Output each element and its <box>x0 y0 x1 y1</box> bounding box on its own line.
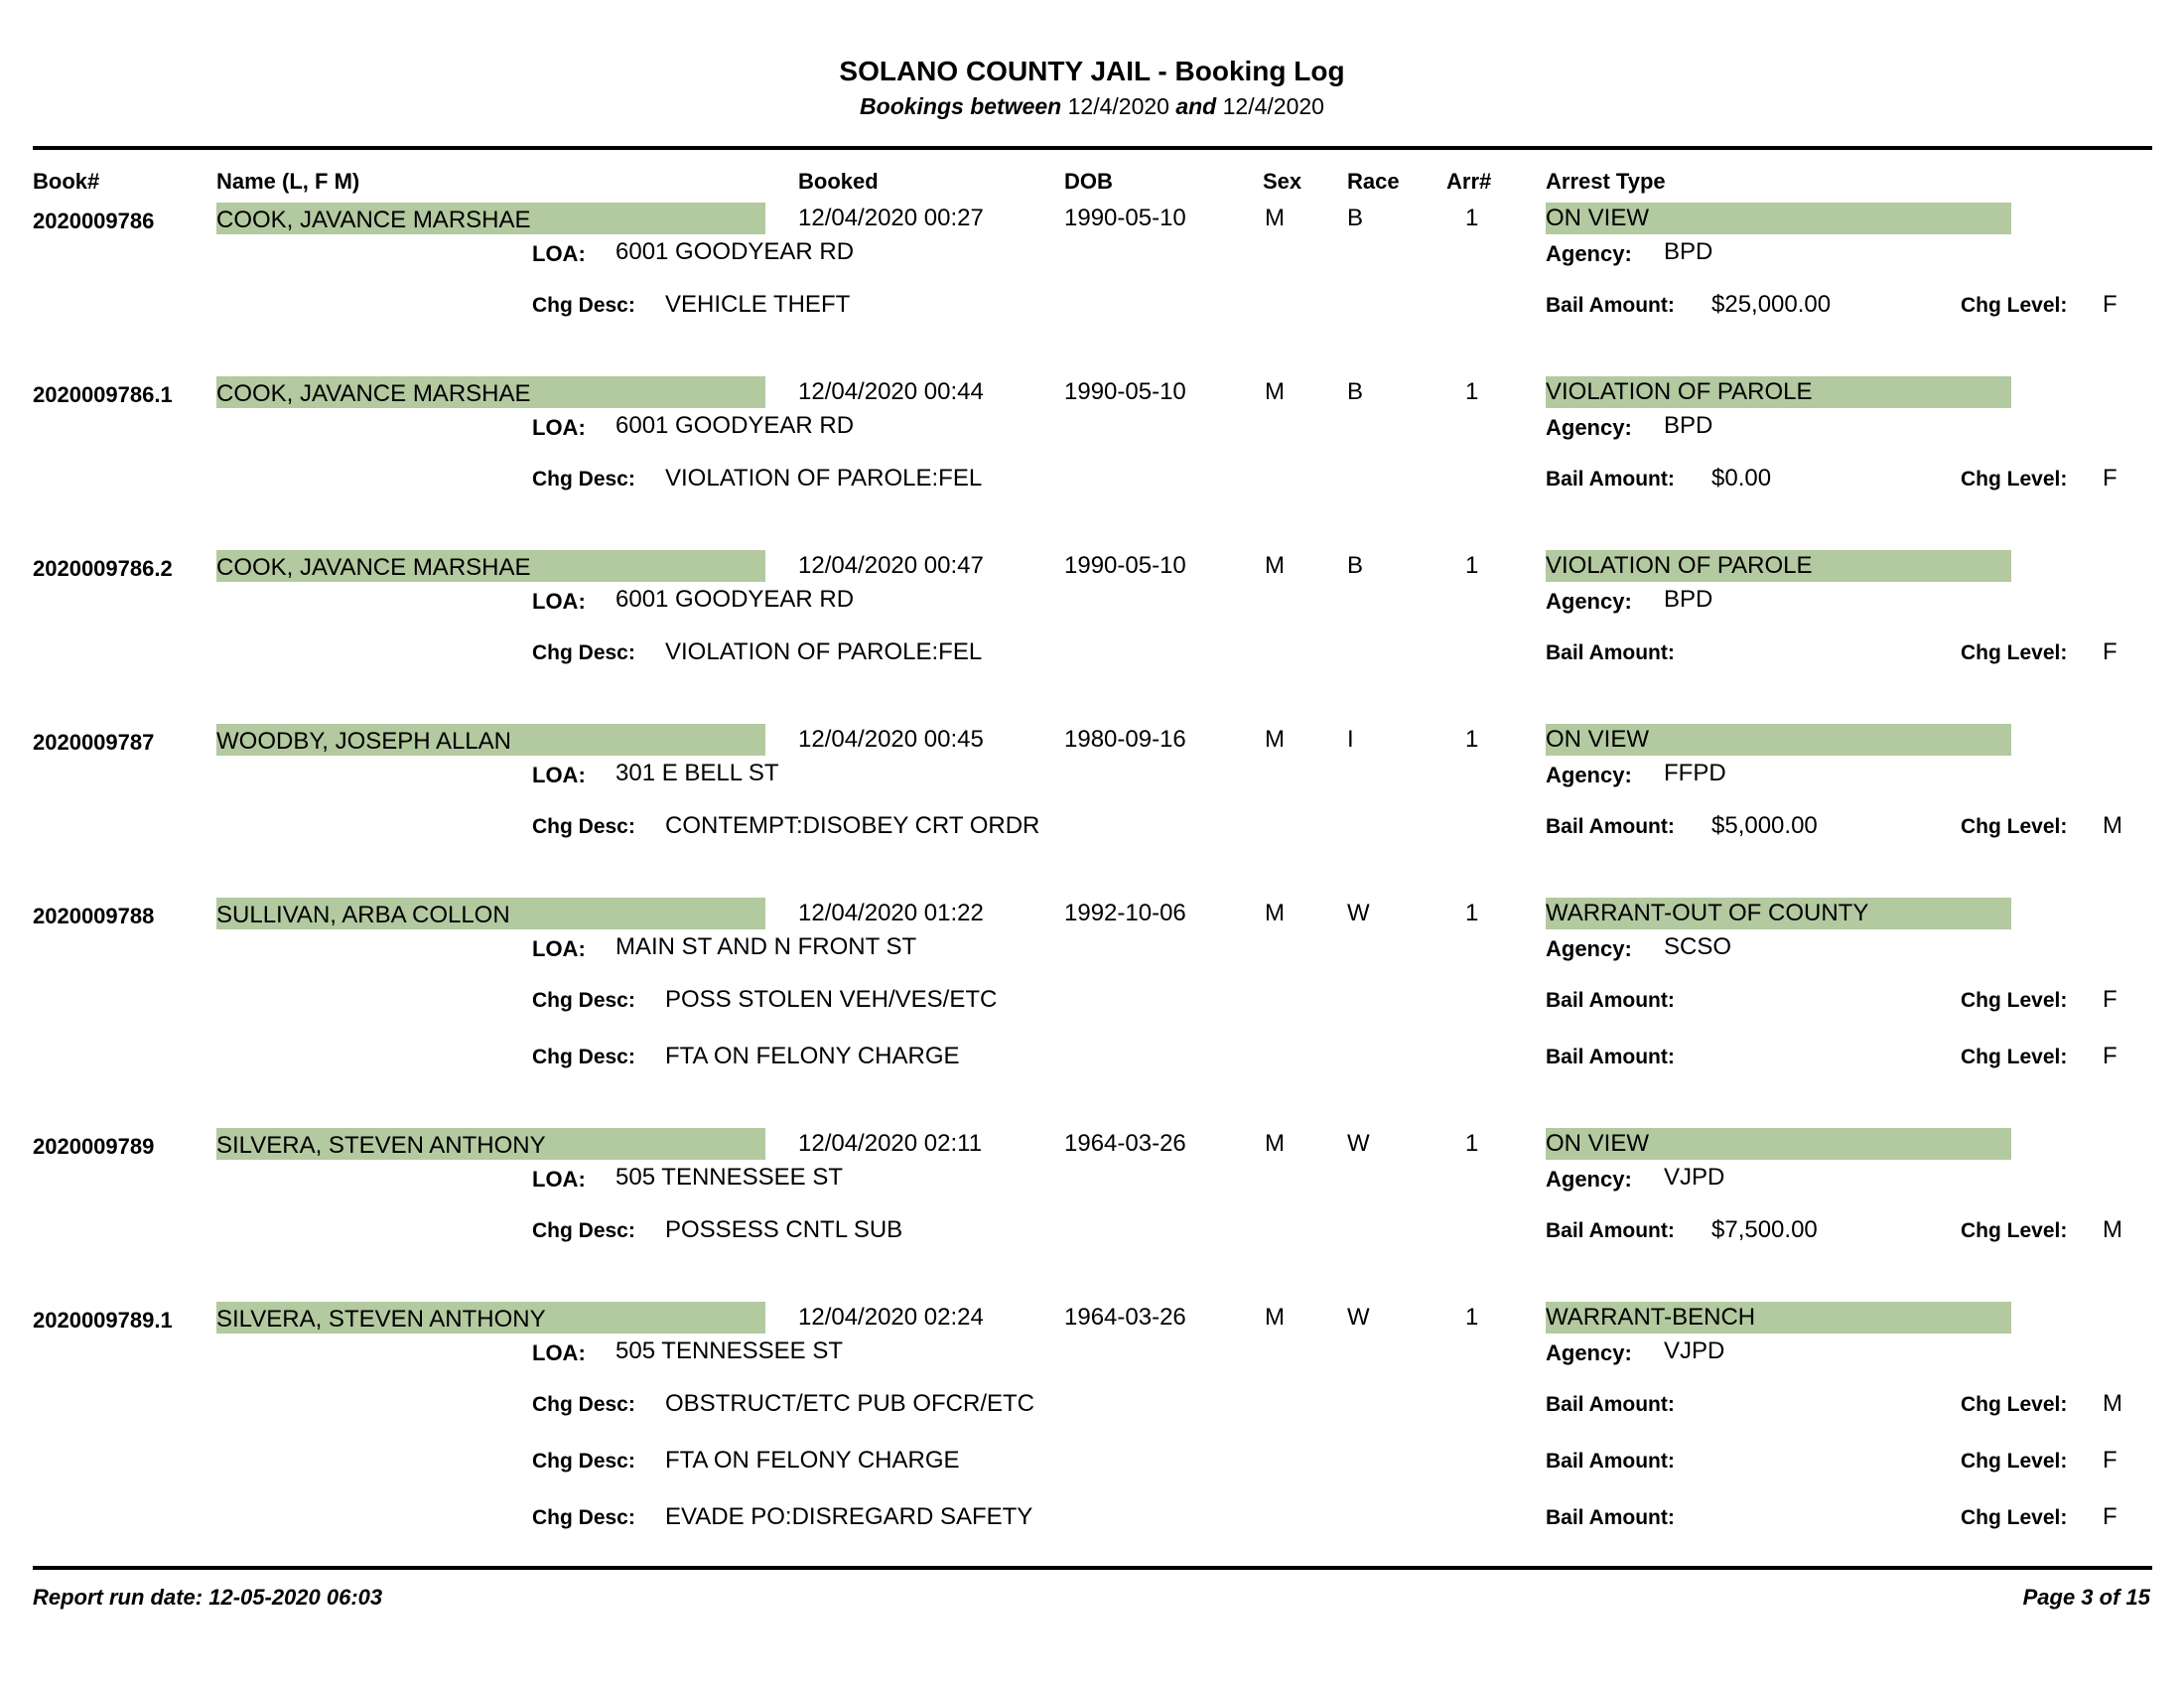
arrest-type-value: VIOLATION OF PAROLE <box>1546 378 1813 405</box>
agency-value: BPD <box>1664 238 1713 265</box>
loa-label: LOA: <box>532 1340 586 1365</box>
chg-desc-label: Chg Desc: <box>532 641 635 664</box>
chg-level-value: F <box>2103 638 2117 665</box>
chg-level-value: F <box>2103 1503 2117 1530</box>
chg-desc-label: Chg Desc: <box>532 468 635 491</box>
chg-level-value: M <box>2103 1216 2122 1243</box>
bail-amount-value: $7,500.00 <box>1711 1216 1818 1243</box>
sex-value: M <box>1265 726 1285 753</box>
name-cell <box>216 376 765 408</box>
book-number: 2020009786.2 <box>33 556 173 581</box>
bail-amount-label: Bail Amount: <box>1546 641 1675 664</box>
agency-value: FFPD <box>1664 760 1726 786</box>
chg-desc-value: POSSESS CNTL SUB <box>665 1216 903 1243</box>
loa-label: LOA: <box>532 241 586 266</box>
loa-value: 6001 GOODYEAR RD <box>615 586 855 613</box>
chg-level-label: Chg Level: <box>1961 1393 2068 1416</box>
agency-value: BPD <box>1664 412 1713 439</box>
inmate-name: SILVERA, STEVEN ANTHONY <box>216 1306 546 1333</box>
chg-desc-label: Chg Desc: <box>532 1506 635 1529</box>
booked-datetime: 12/04/2020 02:11 <box>798 1130 983 1157</box>
arrest-type-cell <box>1546 550 2011 582</box>
bail-amount-value: $0.00 <box>1711 465 1772 492</box>
agency-value: VJPD <box>1664 1337 1725 1364</box>
chg-desc-value: CONTEMPT:DISOBEY CRT ORDR <box>665 812 1040 839</box>
agency-value: SCSO <box>1664 933 1732 960</box>
dob-value: 1980-09-16 <box>1064 726 1186 753</box>
chg-desc-value: VEHICLE THEFT <box>665 291 851 318</box>
sex-value: M <box>1265 378 1285 405</box>
inmate-name: COOK, JAVANCE MARSHAE <box>216 207 531 233</box>
chg-level-value: F <box>2103 986 2117 1013</box>
bail-amount-label: Bail Amount: <box>1546 294 1675 317</box>
agency-label: Agency: <box>1546 763 1632 787</box>
chg-level-label: Chg Level: <box>1961 815 2068 838</box>
report-title: SOLANO COUNTY JAIL - Booking Log <box>839 56 1345 86</box>
agency-label: Agency: <box>1546 1167 1632 1192</box>
dob-value: 1964-03-26 <box>1064 1130 1186 1157</box>
chg-desc-label: Chg Desc: <box>532 1450 635 1473</box>
race-value: I <box>1347 726 1354 753</box>
arrest-type-value: ON VIEW <box>1546 205 1650 231</box>
col-header-booked: Booked <box>798 169 879 194</box>
arr-value: 1 <box>1465 900 1479 926</box>
sex-value: M <box>1265 1304 1285 1331</box>
arr-value: 1 <box>1465 726 1479 753</box>
arr-value: 1 <box>1465 552 1479 579</box>
race-value: W <box>1347 900 1370 926</box>
arrest-type-value: WARRANT-OUT OF COUNTY <box>1546 900 1869 926</box>
chg-desc-value: FTA ON FELONY CHARGE <box>665 1043 960 1069</box>
book-number: 2020009789 <box>33 1134 155 1159</box>
inmate-name: SULLIVAN, ARBA COLLON <box>216 902 510 928</box>
chg-desc-value: FTA ON FELONY CHARGE <box>665 1447 960 1474</box>
subtitle-prefix: Bookings between <box>860 93 1062 119</box>
loa-value: MAIN ST AND N FRONT ST <box>615 933 917 960</box>
dob-value: 1964-03-26 <box>1064 1304 1186 1331</box>
chg-level-label: Chg Level: <box>1961 468 2068 491</box>
name-cell <box>216 550 765 582</box>
date-from: 12/4/2020 <box>1067 93 1169 119</box>
loa-value: 6001 GOODYEAR RD <box>615 412 855 439</box>
race-value: W <box>1347 1130 1370 1157</box>
inmate-name: COOK, JAVANCE MARSHAE <box>216 380 531 407</box>
loa-value: 6001 GOODYEAR RD <box>615 238 855 265</box>
agency-label: Agency: <box>1546 415 1632 440</box>
agency-label: Agency: <box>1546 241 1632 266</box>
name-cell <box>216 724 765 756</box>
book-number: 2020009789.1 <box>33 1308 173 1333</box>
book-number: 2020009786 <box>33 209 155 233</box>
loa-value: 505 TENNESSEE ST <box>615 1337 843 1364</box>
race-value: W <box>1347 1304 1370 1331</box>
agency-label: Agency: <box>1546 1340 1632 1365</box>
booked-datetime: 12/04/2020 00:47 <box>798 552 984 579</box>
loa-label: LOA: <box>532 763 586 787</box>
arrest-type-value: VIOLATION OF PAROLE <box>1546 552 1813 579</box>
arr-value: 1 <box>1465 378 1479 405</box>
chg-desc-label: Chg Desc: <box>532 815 635 838</box>
chg-level-value: F <box>2103 465 2117 492</box>
bail-amount-label: Bail Amount: <box>1546 1219 1675 1242</box>
race-value: B <box>1347 378 1364 405</box>
arrest-type-value: WARRANT-BENCH <box>1546 1304 1756 1331</box>
bail-amount-label: Bail Amount: <box>1546 1450 1675 1473</box>
subtitle-and: and <box>1175 93 1217 119</box>
bail-amount-label: Bail Amount: <box>1546 1393 1675 1416</box>
chg-level-label: Chg Level: <box>1961 1219 2068 1242</box>
arr-value: 1 <box>1465 1130 1479 1157</box>
chg-level-value: M <box>2103 812 2122 839</box>
arrest-type-cell <box>1546 898 2011 929</box>
arr-value: 1 <box>1465 205 1479 231</box>
chg-level-label: Chg Level: <box>1961 1506 2068 1529</box>
chg-level-value: M <box>2103 1390 2122 1417</box>
book-number: 2020009786.1 <box>33 382 173 407</box>
loa-label: LOA: <box>532 589 586 614</box>
dob-value: 1990-05-10 <box>1064 378 1186 405</box>
sex-value: M <box>1265 1130 1285 1157</box>
agency-label: Agency: <box>1546 936 1632 961</box>
loa-label: LOA: <box>532 1167 586 1192</box>
arrest-type-cell <box>1546 203 2011 234</box>
bail-amount-label: Bail Amount: <box>1546 1506 1675 1529</box>
chg-level-label: Chg Level: <box>1961 294 2068 317</box>
arrest-type-value: ON VIEW <box>1546 1130 1650 1157</box>
arrest-type-value: ON VIEW <box>1546 726 1650 753</box>
bail-amount-label: Bail Amount: <box>1546 815 1675 838</box>
loa-label: LOA: <box>532 936 586 961</box>
dob-value: 1990-05-10 <box>1064 205 1186 231</box>
chg-level-value: F <box>2103 1447 2117 1474</box>
loa-label: LOA: <box>532 415 586 440</box>
inmate-name: WOODBY, JOSEPH ALLAN <box>216 728 511 755</box>
race-value: B <box>1347 552 1364 579</box>
booked-datetime: 12/04/2020 01:22 <box>798 900 984 926</box>
inmate-name: COOK, JAVANCE MARSHAE <box>216 554 531 581</box>
race-value: B <box>1347 205 1364 231</box>
bail-amount-value: $5,000.00 <box>1711 812 1818 839</box>
bail-amount-label: Bail Amount: <box>1546 1046 1675 1068</box>
sex-value: M <box>1265 900 1285 926</box>
chg-level-label: Chg Level: <box>1961 641 2068 664</box>
col-header-arr: Arr# <box>1446 169 1492 194</box>
footer-divider <box>33 1566 2152 1570</box>
chg-desc-value: POSS STOLEN VEH/VES/ETC <box>665 986 998 1013</box>
col-header-arrest-type: Arrest Type <box>1546 169 1666 194</box>
booked-datetime: 12/04/2020 00:27 <box>798 205 984 231</box>
chg-desc-label: Chg Desc: <box>532 1219 635 1242</box>
book-number: 2020009788 <box>33 904 155 928</box>
dob-value: 1990-05-10 <box>1064 552 1186 579</box>
bail-amount-label: Bail Amount: <box>1546 468 1675 491</box>
sex-value: M <box>1265 552 1285 579</box>
arrest-type-cell <box>1546 1128 2011 1160</box>
booked-datetime: 12/04/2020 02:24 <box>798 1304 984 1331</box>
sex-value: M <box>1265 205 1285 231</box>
name-cell <box>216 898 765 929</box>
chg-desc-value: OBSTRUCT/ETC PUB OFCR/ETC <box>665 1390 1035 1417</box>
arrest-type-cell <box>1546 376 2011 408</box>
booked-datetime: 12/04/2020 00:44 <box>798 378 984 405</box>
col-header-dob: DOB <box>1064 169 1113 194</box>
inmate-name: SILVERA, STEVEN ANTHONY <box>216 1132 546 1159</box>
chg-desc-value: VIOLATION OF PAROLE:FEL <box>665 638 983 665</box>
agency-value: VJPD <box>1664 1164 1725 1191</box>
report-run-date: Report run date: 12-05-2020 06:03 <box>33 1585 383 1610</box>
chg-level-label: Chg Level: <box>1961 1046 2068 1068</box>
chg-desc-value: VIOLATION OF PAROLE:FEL <box>665 465 983 492</box>
col-header-name: Name (L, F M) <box>216 169 360 194</box>
chg-desc-label: Chg Desc: <box>532 1393 635 1416</box>
chg-level-value: F <box>2103 291 2117 318</box>
chg-desc-value: EVADE PO:DISREGARD SAFETY <box>665 1503 1033 1530</box>
book-number: 2020009787 <box>33 730 155 755</box>
arrest-type-cell <box>1546 724 2011 756</box>
chg-desc-label: Chg Desc: <box>532 1046 635 1068</box>
name-cell <box>216 1302 765 1334</box>
page-number: Page 3 of 15 <box>2022 1585 2150 1610</box>
bail-amount-value: $25,000.00 <box>1711 291 1832 318</box>
col-header-race: Race <box>1347 169 1400 194</box>
name-cell <box>216 1128 765 1160</box>
arr-value: 1 <box>1465 1304 1479 1331</box>
dob-value: 1992-10-06 <box>1064 900 1186 926</box>
col-header-book: Book# <box>33 169 100 194</box>
chg-level-label: Chg Level: <box>1961 1450 2068 1473</box>
chg-desc-label: Chg Desc: <box>532 989 635 1012</box>
bail-amount-label: Bail Amount: <box>1546 989 1675 1012</box>
date-to: 12/4/2020 <box>1222 93 1324 119</box>
chg-level-label: Chg Level: <box>1961 989 2068 1012</box>
col-header-sex: Sex <box>1263 169 1302 194</box>
report-subtitle <box>0 93 2184 120</box>
agency-label: Agency: <box>1546 589 1632 614</box>
arrest-type-cell <box>1546 1302 2011 1334</box>
chg-desc-label: Chg Desc: <box>532 294 635 317</box>
name-cell <box>216 203 765 234</box>
header-divider <box>33 146 2152 150</box>
agency-value: BPD <box>1664 586 1713 613</box>
chg-level-value: F <box>2103 1043 2117 1069</box>
booked-datetime: 12/04/2020 00:45 <box>798 726 984 753</box>
loa-value: 301 E BELL ST <box>615 760 779 786</box>
loa-value: 505 TENNESSEE ST <box>615 1164 843 1191</box>
